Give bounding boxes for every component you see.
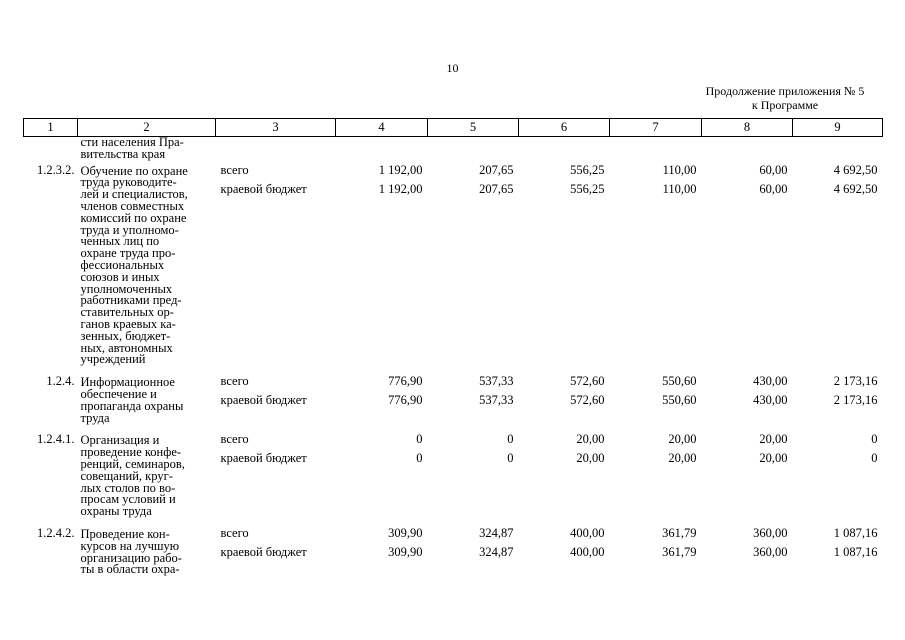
- row-name-line: лых столов по во-: [80, 480, 176, 495]
- value: 0: [507, 432, 514, 447]
- value: 1 087,16: [833, 544, 878, 559]
- value: 556,25: [570, 162, 605, 177]
- funding-source-cell: [216, 524, 336, 582]
- row-name-line: фессиональных: [80, 257, 165, 272]
- value: 1 087,16: [833, 525, 878, 540]
- row-name-line: Информационное: [80, 375, 175, 390]
- continued-name-line: сти населения Пра-: [80, 135, 184, 149]
- funding-source-cell: [216, 161, 336, 373]
- column-header: 7: [610, 119, 702, 137]
- column-header: 5: [428, 119, 519, 137]
- value: 20,00: [759, 432, 788, 447]
- funding-source: всего: [220, 525, 249, 540]
- value: 4 692,50: [833, 181, 878, 196]
- row-name: [78, 524, 216, 582]
- value-cell: [610, 524, 702, 582]
- value-cell: [428, 430, 519, 524]
- value: 550,60: [662, 374, 697, 389]
- row-name-line: союзов и иных: [80, 269, 160, 284]
- value-cell: [610, 372, 702, 430]
- funding-source: всего: [220, 374, 249, 389]
- value: 361,79: [662, 544, 697, 559]
- row-name-line: просам условий и: [80, 492, 176, 507]
- value-cell: [428, 161, 519, 373]
- row-code: 1.2.4.: [46, 374, 75, 389]
- funding-source: краевой бюджет: [220, 181, 307, 196]
- row-code: 1.2.4.2.: [37, 525, 75, 540]
- continued-name: [78, 137, 216, 161]
- page-number: 10: [446, 61, 459, 75]
- value-cell: [610, 161, 702, 373]
- value-cell: [610, 430, 702, 524]
- value: 537,33: [479, 393, 514, 408]
- value-cell: [519, 372, 610, 430]
- value-cell: [793, 161, 883, 373]
- value-cell: [336, 161, 428, 373]
- appendix-line-1: Продолжение приложения № 5: [705, 84, 865, 98]
- funding-source: краевой бюджет: [220, 451, 307, 466]
- value-cell: [793, 524, 883, 582]
- value: 0: [507, 451, 514, 466]
- column-header: 3: [216, 119, 336, 137]
- table-header-row: [24, 119, 883, 137]
- row-name-line: охране труда про-: [80, 246, 176, 261]
- funding-source-cell: [216, 372, 336, 430]
- value: 400,00: [570, 544, 605, 559]
- funding-source: всего: [220, 432, 249, 447]
- appendix-line-2: к Программе: [751, 98, 819, 112]
- value: 324,87: [479, 544, 514, 559]
- value-cell: [519, 430, 610, 524]
- row-name-line: труда руководите-: [80, 175, 177, 190]
- row-name-line: лей и специалистов,: [80, 187, 188, 202]
- funding-source: краевой бюджет: [220, 544, 307, 559]
- value: 20,00: [668, 451, 697, 466]
- table-row: [24, 161, 883, 373]
- value: 207,65: [479, 181, 514, 196]
- value: 572,60: [570, 374, 605, 389]
- table-row: [24, 372, 883, 430]
- value: 207,65: [479, 162, 514, 177]
- row-name-line: зенных, бюджет-: [80, 328, 171, 343]
- value-cell: [428, 524, 519, 582]
- value: 361,79: [662, 525, 697, 540]
- value-cell: [519, 161, 610, 373]
- value: 1 192,00: [378, 181, 423, 196]
- row-name-line: Проведение кон-: [80, 526, 170, 541]
- row-name-line: Обучение по охране: [80, 163, 188, 178]
- value: 60,00: [759, 162, 788, 177]
- value: 537,33: [479, 374, 514, 389]
- value: 2 173,16: [833, 393, 878, 408]
- column-header: 4: [336, 119, 428, 137]
- row-name-line: уполномоченных: [80, 281, 173, 296]
- value: 324,87: [479, 525, 514, 540]
- row-name-line: ных, автономных: [80, 340, 173, 355]
- column-header: 6: [519, 119, 610, 137]
- value-cell: [702, 161, 793, 373]
- value-cell: [336, 524, 428, 582]
- row-name: [78, 372, 216, 430]
- row-name: [78, 430, 216, 524]
- value-cell: [336, 372, 428, 430]
- row-name-line: совещаний, круг-: [80, 468, 173, 483]
- value: 20,00: [576, 451, 605, 466]
- value: 0: [416, 432, 423, 447]
- row-name-line: учреждений: [80, 352, 146, 367]
- value-cell: [336, 430, 428, 524]
- appendix-caption: [690, 84, 880, 112]
- row-name-line: ренций, семинаров,: [80, 456, 185, 471]
- value: 110,00: [662, 181, 697, 196]
- funding-source: всего: [220, 162, 249, 177]
- value: 776,90: [388, 374, 423, 389]
- row-name-line: курсов на лучшую: [80, 538, 180, 553]
- value: 430,00: [753, 374, 788, 389]
- row-name-line: обеспечение и: [80, 386, 157, 401]
- row-name-line: комиссий по охране: [80, 210, 187, 225]
- column-header: 8: [702, 119, 793, 137]
- value: 0: [871, 432, 878, 447]
- funding-source-cell: [216, 430, 336, 524]
- value-cell: [428, 372, 519, 430]
- value-cell: [702, 430, 793, 524]
- column-header: 9: [793, 119, 883, 137]
- value-cell: [793, 372, 883, 430]
- program-table: [23, 118, 883, 582]
- continued-row: [24, 137, 883, 161]
- funding-source: краевой бюджет: [220, 393, 307, 408]
- row-name-line: членов совместных: [80, 198, 185, 213]
- value-cell: [702, 524, 793, 582]
- table-row: [24, 430, 883, 524]
- row-name-line: ставительных ор-: [80, 305, 174, 320]
- row-name-line: проведение конфе-: [80, 445, 182, 460]
- value: 572,60: [570, 393, 605, 408]
- row-name-line: ченных лиц по: [80, 234, 160, 249]
- value: 430,00: [753, 393, 788, 408]
- row-name-line: Организация и: [80, 433, 160, 448]
- column-header: 1: [24, 119, 78, 137]
- value-cell: [519, 524, 610, 582]
- value: 400,00: [570, 525, 605, 540]
- value: 20,00: [576, 432, 605, 447]
- row-name-line: пропаганда охраны: [80, 398, 184, 413]
- value-cell: [702, 372, 793, 430]
- column-header: 2: [78, 119, 216, 137]
- row-name-line: труда: [80, 410, 110, 425]
- row-name: [78, 161, 216, 373]
- table-row: [24, 524, 883, 582]
- value: 0: [871, 451, 878, 466]
- value: 309,90: [388, 525, 423, 540]
- value: 110,00: [662, 162, 697, 177]
- value: 0: [416, 451, 423, 466]
- continued-name-line: вительства края: [80, 146, 166, 161]
- row-name-line: организацию рабо-: [80, 550, 182, 565]
- value: 20,00: [759, 451, 788, 466]
- value: 1 192,00: [378, 162, 423, 177]
- value: 776,90: [388, 393, 423, 408]
- row-code: 1.2.4.1.: [37, 432, 75, 447]
- value: 309,90: [388, 544, 423, 559]
- value: 2 173,16: [833, 374, 878, 389]
- row-code: 1.2.3.2.: [37, 162, 75, 177]
- row-name-line: работниками пред-: [80, 293, 182, 308]
- value: 60,00: [759, 181, 788, 196]
- value: 360,00: [753, 525, 788, 540]
- value-cell: [793, 430, 883, 524]
- row-name-line: ганов краевых ка-: [80, 316, 176, 331]
- value: 20,00: [668, 432, 697, 447]
- value: 556,25: [570, 181, 605, 196]
- row-name-line: труда и уполномо-: [80, 222, 179, 237]
- value: 4 692,50: [833, 162, 878, 177]
- value: 550,60: [662, 393, 697, 408]
- value: 360,00: [753, 544, 788, 559]
- row-name-line: охраны труда: [80, 504, 152, 519]
- row-name-line: ты в области охра-: [80, 562, 180, 577]
